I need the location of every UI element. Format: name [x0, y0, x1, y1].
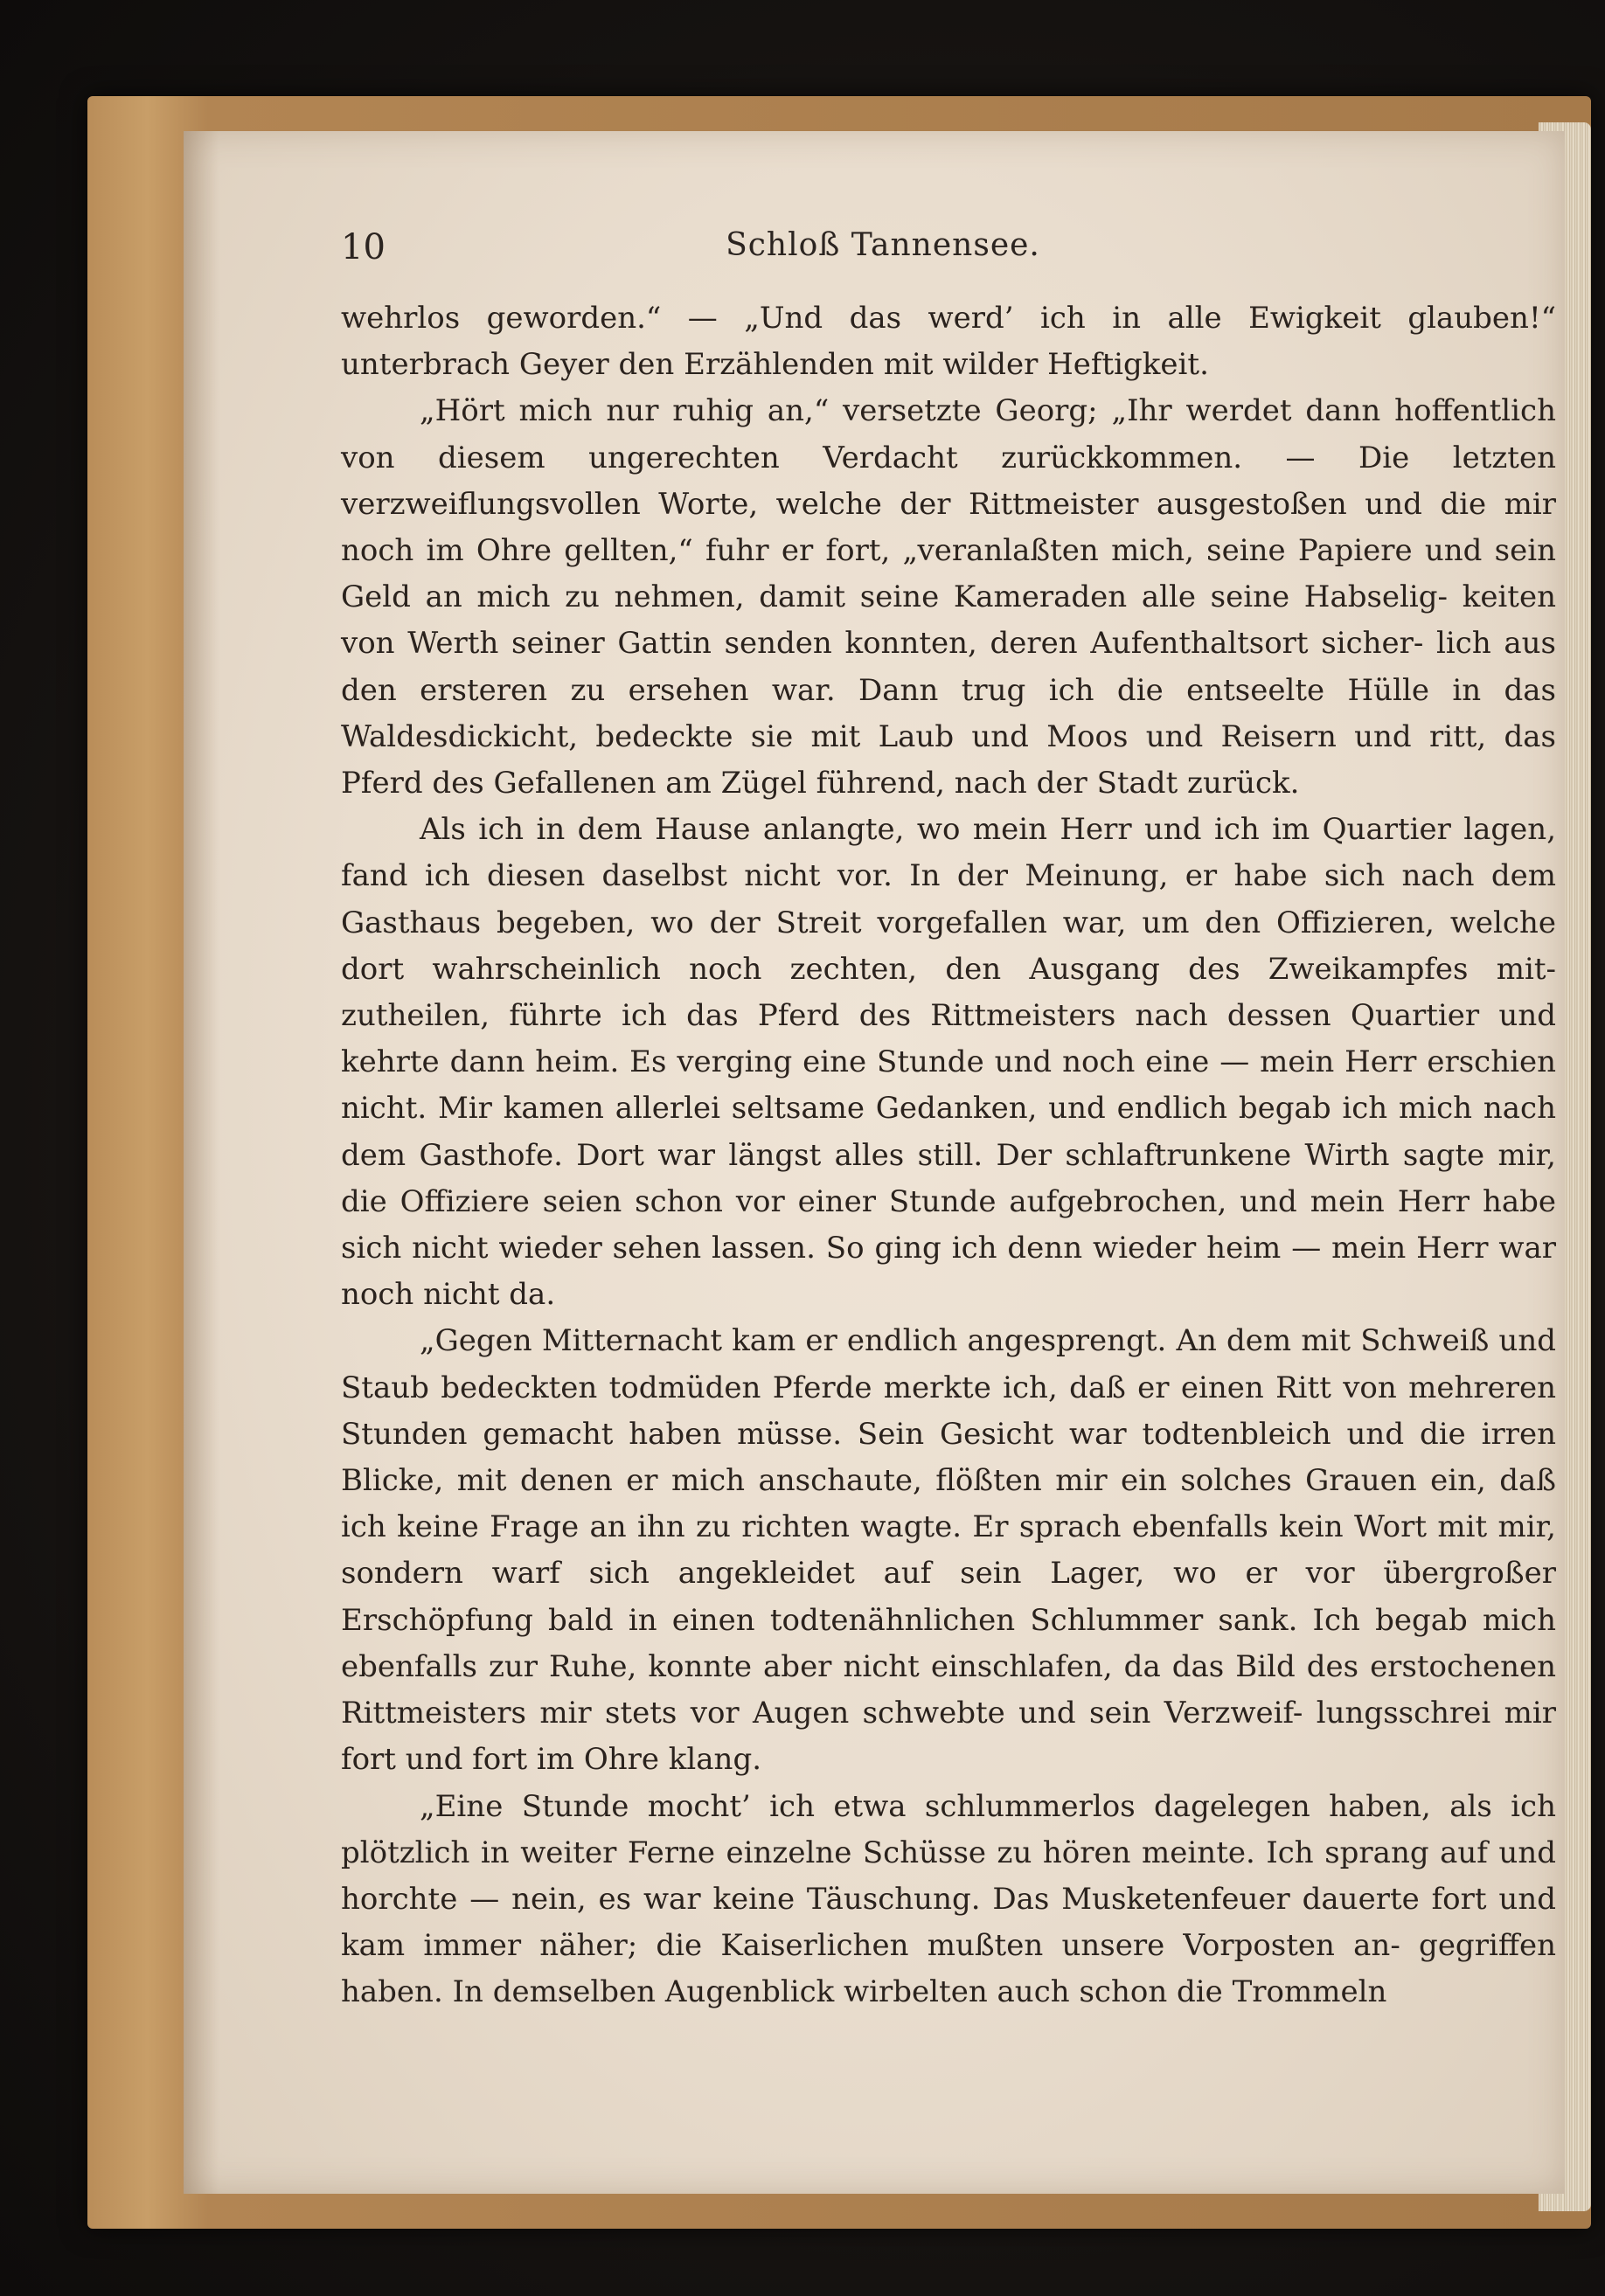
paragraph: „Gegen Mitternacht kam er endlich angesprengt. An dem mit Schweiß und Staub bedeckten todmüden Pferde merkte ich, daß er einen Ritt von mehreren Stunden gemacht haben müsse. Sein Gesicht war todtenbleich und die irren Blicke, mit denen er mich anschaute, flößten mir ein solches Grauen ein, daß ich keine Frage an ihn zu richten wagte. Er sprach ebenfalls kein Wort mit mir, sondern warf sich angekleidet auf sein Lager, wo er vor übergroßer Erschöpfung bald in einen todtenähnlichen Schlummer sank. Ich begab mich ebenfalls zur Ruhe, konnte aber nicht einschlafen, da das Bild des erstochenen Rittmeisters mir stets vor Augen schwebte und sein Verzweif- lungsschrei mir fort und fort im Ohre klang.: [341, 1323, 1556, 1778]
body-text: [341, 295, 1556, 2016]
book-page: [184, 131, 1565, 2194]
page-number: 10: [341, 227, 386, 267]
gutter-shadow: [184, 131, 219, 2194]
running-title: Schloß Tannensee.: [726, 227, 1040, 263]
paragraph: Als ich in dem Hause anlangte, wo mein Herr und ich im Quartier lagen, fand ich diesen daselbst nicht vor. In der Meinung, er habe sich nach dem Gasthaus begeben, wo der Streit vorgefallen war, um den Offizieren, welche dort wahrscheinlich noch zechten, den Ausgang des Zweikampfes mit- zutheilen, führte ich das Pferd des Rittmeisters nach dessen Quartier und kehrte dann heim. Es verging eine Stunde und noch eine — mein Herr erschien nicht. Mir kamen allerlei seltsame Gedanken, und endlich begab ich mich nach dem Gasthofe. Dort war längst alles still. Der schlaftrunkene Wirth sagte mir, die Offiziere seien schon vor einer Stunde aufgebrochen, und mein Herr habe sich nicht wieder sehen lassen. So ging ich denn wieder heim — mein Herr war noch nicht da.: [341, 812, 1556, 1313]
paragraph: „Hört mich nur ruhig an,“ versetzte Georg; „Ihr werdet dann hoffentlich von diesem ungerechten Verdacht zurückkommen. — Die letzten verzweiflungsvollen Worte, welche der Rittmeister ausgestoßen und die mir noch im Ohre gellten,“ fuhr er fort, „veranlaßten mich, seine Papiere und sein Geld an mich zu nehmen, damit seine Kameraden alle seine Habselig- keiten von Werth seiner Gattin senden konnten, deren Aufenthaltsort sicher- lich aus den ersteren zu ersehen war. Dann trug ich die entseelte Hülle in das Waldesdickicht, bedeckte sie mit Laub und Moos und Reisern und ritt, das Pferd des Gefallenen am Zügel führend, nach der Stadt zurück.: [341, 393, 1556, 801]
page-header: [341, 227, 1425, 280]
paragraph: „Eine Stunde mocht’ ich etwa schlummerlos dagelegen haben, als ich plötzlich in weiter Ferne einzelne Schüsse zu hören meinte. Ich sprang auf und horchte — nein, es war keine Täuschung. Das Musketenfeuer dauerte fort und kam immer näher; die Kaiserlichen mußten unsere Vorposten an- gegriffen haben. In demselben Augenblick wirbelten auch schon die Trommeln: [341, 1788, 1556, 2010]
paragraph: wehrlos geworden.“ — „Und das werd’ ich in alle Ewigkeit glauben!“ unterbrach Geyer den Erzählenden mit wilder Heftigkeit.: [341, 301, 1556, 383]
